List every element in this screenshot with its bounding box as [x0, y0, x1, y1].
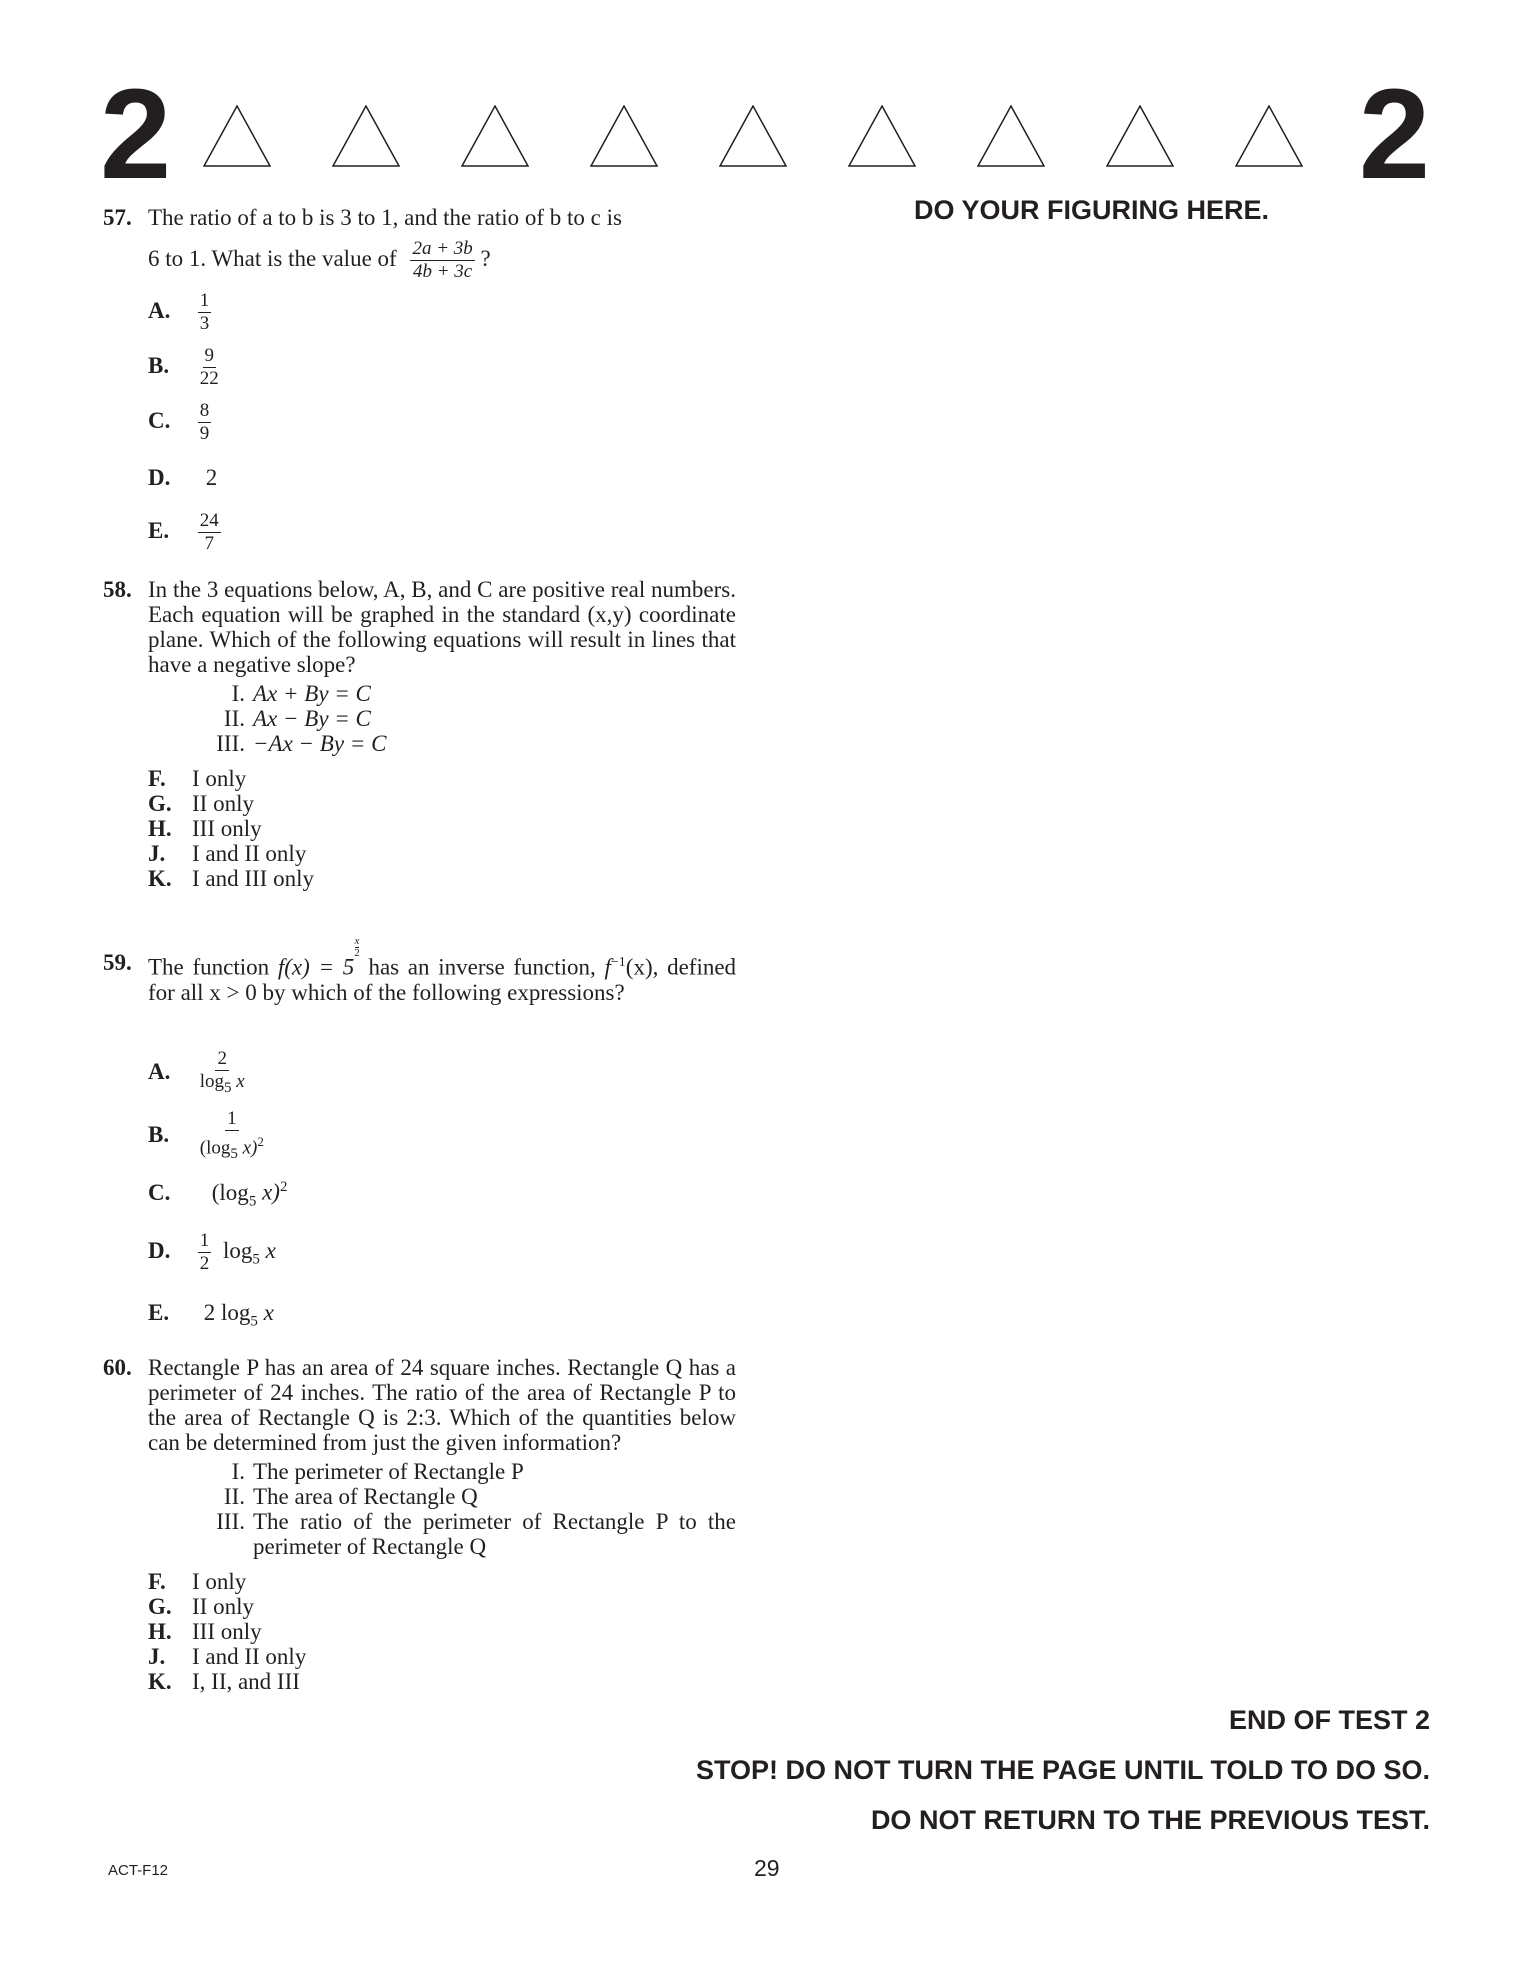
- question-text-part: defined for all x > 0 by which of the following expressions?: [148, 954, 737, 1005]
- option-letter: C.: [148, 407, 171, 433]
- option-letter: K.: [148, 866, 172, 891]
- question-text-part: has an inverse function,: [368, 954, 596, 980]
- option-text: I only: [192, 766, 247, 791]
- statement-text: −Ax − By = C: [253, 731, 387, 756]
- expression-denominator: 4b + 3c: [412, 261, 473, 282]
- option-j[interactable]: [148, 1644, 736, 1669]
- statement-text: Ax − By = C: [253, 706, 371, 731]
- fraction-denominator: 22: [199, 368, 219, 389]
- expression-numerator: 2a + 3b: [412, 238, 473, 259]
- option-fraction: [198, 345, 221, 390]
- option-letter: G.: [148, 1594, 172, 1619]
- question-number: 57.: [103, 205, 132, 230]
- question-text: [148, 205, 736, 283]
- triangle-icon: [719, 105, 787, 167]
- question-text: [148, 935, 737, 1005]
- question-text: In the 3 equations below, A, B, and C are positive real numbers. Each equation will be graphed in the standard (x,y) coordinate plane. Which of the following equations will result in lines that have a negative slope?: [148, 577, 736, 677]
- option-a[interactable]: [148, 290, 211, 335]
- log-argument: x: [257, 1300, 274, 1325]
- option-b[interactable]: [148, 1108, 266, 1165]
- option-text: III only: [192, 1619, 262, 1644]
- statement-text: Ax + By = C: [253, 681, 371, 706]
- option-b[interactable]: [148, 345, 221, 390]
- log-text: log: [223, 1237, 253, 1263]
- statement-numeral: I.: [231, 1459, 245, 1484]
- triangle-icon: [332, 105, 400, 167]
- fraction-numerator: 1: [227, 1108, 237, 1129]
- statement: [193, 1459, 736, 1484]
- option-fraction: [198, 1108, 266, 1165]
- question-59: [103, 935, 737, 1330]
- option-letter: J.: [148, 1644, 166, 1669]
- fraction-denominator: 9: [199, 423, 210, 444]
- statement-numeral: III.: [216, 731, 245, 756]
- question-number: 60.: [103, 1355, 132, 1380]
- option-d[interactable]: [148, 1230, 276, 1275]
- option-fraction: [198, 400, 212, 445]
- return-instruction: DO NOT RETURN TO THE PREVIOUS TEST.: [870, 1805, 1430, 1835]
- inverse-argument: (x),: [625, 954, 659, 980]
- option-g[interactable]: [148, 1594, 736, 1619]
- option-letter: A.: [148, 297, 171, 323]
- question-text-line1: The ratio of a to b is 3 to 1, and the ratio of b to c is: [148, 205, 622, 230]
- option-text: II only: [192, 1594, 254, 1619]
- statement: [193, 1509, 736, 1559]
- option-fraction: [198, 1230, 212, 1275]
- statement-list: [193, 681, 736, 756]
- option-text: I and II only: [192, 841, 307, 866]
- option-letter: F.: [148, 766, 166, 791]
- question-text-line2: 6 to 1. What is the value of: [148, 245, 397, 271]
- statement-numeral: II.: [223, 706, 245, 731]
- inverse-function: f: [604, 954, 611, 980]
- option-letter: A.: [148, 1058, 171, 1084]
- statement-numeral: II.: [223, 1484, 245, 1509]
- fraction-numerator: 1: [199, 1230, 210, 1251]
- option-e[interactable]: [148, 1300, 274, 1335]
- option-letter: G.: [148, 791, 172, 816]
- fraction-numerator: 2: [217, 1048, 227, 1069]
- question-text-part: The function: [148, 954, 270, 980]
- triangle-icon: [590, 105, 658, 167]
- log-argument: x): [237, 1137, 258, 1159]
- statement-text: The area of Rectangle Q: [253, 1484, 478, 1509]
- function-definition: f(x) = 5: [277, 954, 355, 980]
- option-c[interactable]: [148, 400, 211, 445]
- option-j[interactable]: [148, 841, 736, 866]
- option-text: III only: [192, 816, 262, 841]
- inverse-exponent: −1: [610, 955, 626, 970]
- fraction-denominator: [198, 1131, 266, 1165]
- option-h[interactable]: [148, 816, 736, 841]
- option-f[interactable]: [148, 1569, 736, 1594]
- test-number-left: 2: [100, 63, 172, 206]
- option-g[interactable]: [148, 791, 736, 816]
- exponent-numerator: x: [354, 935, 360, 947]
- question-57: [103, 205, 736, 554]
- log-base: 5: [248, 1193, 257, 1210]
- option-letter: H.: [148, 816, 172, 841]
- fraction-numerator: 8: [199, 400, 210, 421]
- log-base: 5: [230, 1146, 238, 1163]
- option-letter: K.: [148, 1669, 172, 1694]
- triangle-icon: [461, 105, 529, 167]
- log-text: 2 log: [203, 1300, 251, 1325]
- question-number: 59.: [103, 950, 132, 975]
- question-text: Rectangle P has an area of 24 square inches. Rectangle Q has a perimeter of 24 inches. The ratio of the area of Rectangle P to the area of Rectangle Q is 2:3. Which of the quantities below can be determined from just the given information?: [148, 1355, 736, 1455]
- fraction-denominator: 3: [199, 313, 210, 334]
- page-number: 29: [754, 1855, 780, 1881]
- option-fraction: [198, 1048, 247, 1099]
- log-base: 5: [250, 1313, 258, 1330]
- statement-list: [193, 1459, 736, 1559]
- option-value: 2: [205, 465, 218, 490]
- option-letter: B.: [148, 352, 170, 378]
- log-text: (log: [199, 1137, 231, 1159]
- fraction-denominator: [198, 1071, 247, 1099]
- test-number-right: 2: [1358, 63, 1430, 206]
- option-text: I only: [192, 1569, 247, 1594]
- form-code: ACT-F12: [108, 1862, 169, 1879]
- statement-numeral: I.: [231, 681, 245, 706]
- option-letter: F.: [148, 1569, 166, 1594]
- option-c[interactable]: [148, 1175, 287, 1214]
- log-text: (log: [211, 1179, 249, 1205]
- statement: [193, 731, 736, 756]
- exponent-fraction: [354, 936, 360, 959]
- triangle-icon: [203, 105, 271, 167]
- fraction-numerator: 9: [204, 345, 214, 366]
- option-letter: D.: [148, 465, 171, 490]
- option-fraction: [198, 290, 212, 335]
- statement-text: The ratio of the perimeter of Rectangle P to the perimeter of Rectangle Q: [253, 1509, 736, 1559]
- option-e[interactable]: [148, 510, 221, 555]
- question-58: [103, 577, 736, 891]
- end-of-test-label: END OF TEST 2: [1228, 1705, 1430, 1735]
- option-letter: E.: [148, 517, 170, 543]
- question-60: [103, 1355, 736, 1694]
- figuring-label: DO YOUR FIGURING HERE.: [914, 195, 1270, 225]
- fraction-denominator: 2: [199, 1253, 210, 1274]
- question-mark: ?: [480, 245, 491, 271]
- option-text: II only: [192, 791, 254, 816]
- option-k[interactable]: [148, 866, 736, 891]
- log-base: 5: [224, 1079, 232, 1096]
- option-letter: E.: [148, 1300, 170, 1325]
- option-text: I and II only: [192, 1644, 307, 1669]
- triangle-icon: [848, 105, 916, 167]
- statement: [193, 706, 736, 731]
- fraction-denominator: 7: [204, 533, 214, 554]
- power: 2: [257, 1134, 264, 1149]
- triangle-icon: [977, 105, 1045, 167]
- page-header: [100, 63, 1430, 206]
- option-list: [148, 1569, 736, 1694]
- statement-text: The perimeter of Rectangle P: [253, 1459, 524, 1484]
- option-letter: J.: [148, 841, 166, 866]
- stop-instruction: STOP! DO NOT TURN THE PAGE UNTIL TOLD TO DO SO.: [695, 1755, 1430, 1785]
- exponent-denominator: 2: [354, 947, 360, 959]
- option-letter: B.: [148, 1121, 170, 1147]
- fraction-numerator: 24: [199, 510, 219, 531]
- log-argument: x: [259, 1237, 276, 1263]
- statement: [193, 681, 736, 706]
- option-letter: H.: [148, 1619, 172, 1644]
- option-list: [148, 766, 736, 891]
- triangle-icon: [1235, 105, 1303, 167]
- option-text: I, II, and III: [192, 1669, 300, 1694]
- option-fraction: [198, 510, 221, 555]
- statement: [193, 1484, 736, 1509]
- log-argument: x): [256, 1179, 280, 1205]
- expression-fraction: [410, 238, 474, 283]
- power: 2: [279, 1179, 288, 1195]
- log-base: 5: [252, 1251, 260, 1268]
- question-number: 58.: [103, 577, 132, 602]
- log-text: log: [199, 1071, 225, 1092]
- option-h[interactable]: [148, 1619, 736, 1644]
- option-letter: C.: [148, 1179, 171, 1205]
- statement-numeral: III.: [216, 1509, 245, 1534]
- option-f[interactable]: [148, 766, 736, 791]
- log-argument: x: [231, 1071, 245, 1092]
- fraction-numerator: 1: [199, 290, 210, 311]
- option-text: I and III only: [192, 866, 314, 891]
- triangle-icon: [1106, 105, 1174, 167]
- option-letter: D.: [148, 1237, 171, 1263]
- option-a[interactable]: [148, 1048, 247, 1099]
- option-d[interactable]: [148, 465, 217, 490]
- option-k[interactable]: [148, 1669, 736, 1694]
